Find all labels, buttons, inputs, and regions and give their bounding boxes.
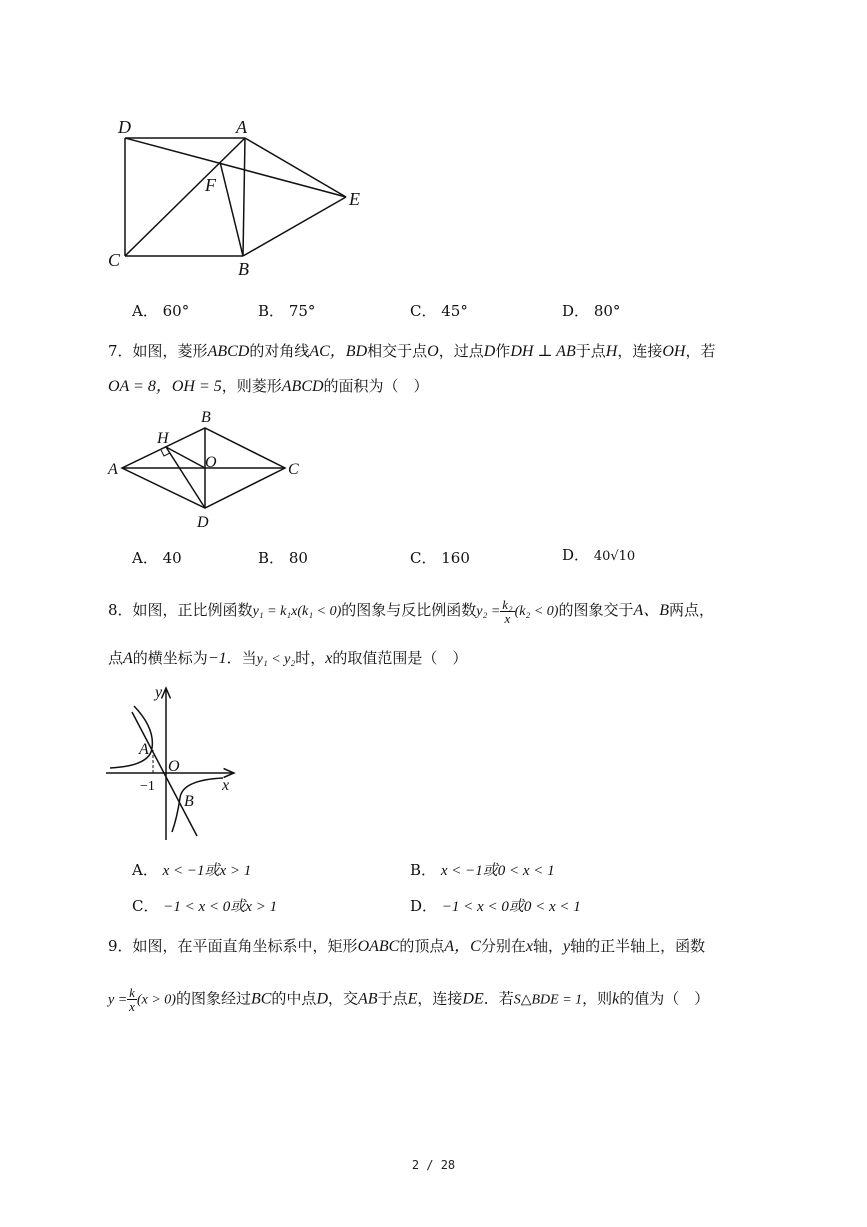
- q7-stem-line2: [108, 373, 429, 396]
- q6-label-A: A: [236, 117, 247, 137]
- q8-figure: [100, 680, 245, 845]
- q7-option-c: [410, 547, 470, 568]
- text: 于点: [377, 989, 408, 1008]
- text: 的图象与反比例函数: [341, 601, 477, 619]
- text: 的横坐标为: [132, 649, 208, 667]
- q7-label-D: D: [197, 514, 209, 531]
- option-value: −1 < x < 0或x > 1: [163, 899, 278, 915]
- math: E: [407, 990, 418, 1008]
- text: 的面积为（ ）: [323, 377, 429, 395]
- hyperbola-branch-upper: [110, 706, 152, 768]
- text: ，交: [328, 989, 359, 1008]
- text: 如图，菱形: [132, 342, 208, 360]
- math: OA = 8，OH = 5: [108, 378, 222, 395]
- math: OH: [662, 343, 686, 360]
- text: 分别在: [480, 937, 526, 955]
- q8-option-c: [132, 895, 277, 916]
- option-letter: D．: [562, 302, 590, 320]
- text: 两点，: [669, 601, 715, 619]
- math: x: [525, 938, 533, 955]
- math: A: [123, 650, 133, 667]
- q7-option-d: [562, 544, 635, 565]
- option-letter: C．: [132, 897, 159, 915]
- text: 如图，在平面直角坐标系中，矩形: [132, 937, 358, 955]
- text: 的图象交于: [558, 601, 634, 619]
- q8-option-b: [410, 859, 555, 880]
- math: OABC: [357, 938, 400, 955]
- option-letter: B．: [258, 549, 285, 567]
- math: ABCD: [281, 378, 324, 395]
- question-number: 8．: [108, 601, 133, 619]
- question-number: 7．: [108, 342, 133, 360]
- text: 时，: [295, 649, 326, 667]
- math: D: [316, 990, 328, 1008]
- option-letter: D．: [562, 546, 590, 564]
- option-letter: C．: [410, 302, 437, 320]
- math: O: [427, 343, 439, 360]
- option-value: 40: [162, 549, 182, 567]
- denominator: x: [129, 999, 135, 1014]
- q8-label-B: B: [184, 793, 194, 810]
- q7-label-C: C: [288, 461, 299, 478]
- option-value: x < −1或x > 1: [162, 863, 252, 879]
- q9-stem-line2: [108, 986, 709, 1013]
- math: AB: [358, 990, 378, 1008]
- q6-option-a: [132, 300, 189, 321]
- q6-option-c: [410, 300, 468, 321]
- text: 的顶点: [399, 937, 445, 955]
- option-value: x < −1或0 < x < 1: [440, 863, 555, 879]
- segment-be: [243, 197, 346, 256]
- option-letter: A．: [132, 302, 158, 320]
- text: 相交于点: [367, 342, 428, 360]
- hyperbola-branch-lower: [172, 778, 223, 832]
- option-value: 75°: [288, 302, 316, 320]
- math: S△BDE = 1: [513, 992, 583, 1008]
- text: ，则菱形: [221, 377, 282, 395]
- text: 作: [495, 342, 511, 360]
- q7-figure: [100, 405, 310, 535]
- math: A，C: [444, 938, 481, 955]
- math: BC: [250, 990, 272, 1008]
- text: 的中点: [271, 989, 317, 1008]
- math: y₂ =: [476, 604, 501, 619]
- math: y =: [108, 992, 128, 1008]
- option-value: 160: [441, 549, 470, 567]
- q8-option-a: [132, 859, 251, 880]
- question-number: 9．: [108, 937, 133, 955]
- q8-label-x: x: [222, 777, 230, 794]
- segment-ab: [243, 138, 245, 256]
- math: A、B: [633, 602, 670, 619]
- math: y₁ < y₂: [256, 652, 296, 667]
- math: D: [483, 343, 496, 360]
- line-y1: [132, 712, 197, 836]
- q7-stem-line1: [108, 338, 715, 361]
- q8-label-y: y: [155, 684, 163, 701]
- text: 的图象经过: [175, 989, 251, 1008]
- q8-label-O: O: [168, 758, 180, 775]
- q6-label-F: F: [205, 175, 216, 195]
- option-value: 45°: [441, 302, 468, 320]
- math: ABCD: [207, 343, 250, 360]
- text: 如图，正比例函数: [132, 601, 253, 619]
- math: (x > 0): [136, 992, 176, 1008]
- segment-ae: [245, 138, 346, 197]
- denominator: x: [504, 610, 511, 626]
- option-letter: B．: [410, 861, 437, 879]
- option-letter: A．: [132, 549, 158, 567]
- text: 点: [108, 649, 124, 667]
- text: ．若: [483, 989, 514, 1008]
- fraction: [500, 598, 514, 625]
- q8-stem-line2: [108, 647, 467, 668]
- q6-label-D: D: [118, 117, 131, 137]
- text: 轴的正半轴上，函数: [570, 937, 706, 955]
- text: ，连接: [417, 989, 463, 1008]
- q7-label-A: A: [108, 461, 118, 478]
- q7-option-b: [258, 547, 308, 568]
- q6-label-B: B: [238, 259, 249, 279]
- math: DH ⊥ AB: [510, 343, 576, 360]
- text: ，若: [685, 342, 716, 360]
- page-number: 2 / 28: [411, 1158, 456, 1172]
- option-value: 60°: [162, 302, 190, 320]
- q8-option-d: [410, 895, 581, 916]
- math: −1: [207, 650, 227, 667]
- text: 的对角线: [249, 342, 310, 360]
- text: 于点: [575, 342, 606, 360]
- q8-stem-line1: [108, 597, 714, 625]
- q6-label-C: C: [108, 250, 121, 270]
- q7-label-O: O: [205, 454, 217, 471]
- fraction: [127, 986, 137, 1013]
- option-value: 80: [288, 549, 308, 567]
- text: ，则: [582, 989, 613, 1008]
- math: H: [605, 343, 618, 360]
- numerator: k₂: [502, 596, 513, 612]
- text: 的值为（ ）: [619, 989, 710, 1008]
- text: 的取值范围是（ ）: [332, 649, 468, 667]
- math: AC，BD: [309, 343, 368, 360]
- text: ．当: [226, 649, 257, 667]
- q7-label-H: H: [157, 430, 169, 447]
- q9-stem-line1: [108, 933, 705, 956]
- math: k: [612, 990, 620, 1008]
- q8-label-neg1: −1: [140, 779, 155, 794]
- q6-option-b: [258, 300, 315, 321]
- q6-option-d: [562, 300, 620, 321]
- segment-fb: [220, 162, 243, 256]
- option-value: −1 < x < 0或0 < x < 1: [441, 899, 581, 915]
- q6-figure: [100, 112, 380, 282]
- q7-option-a: [132, 547, 182, 568]
- option-letter: D．: [410, 897, 438, 915]
- numerator: k: [129, 985, 135, 1000]
- q6-label-E: E: [349, 189, 360, 209]
- option-value: 80°: [593, 302, 621, 320]
- math: (k₂ < 0): [514, 604, 559, 619]
- math: y: [562, 938, 571, 955]
- text: 轴，: [532, 937, 563, 955]
- math: x: [325, 650, 333, 667]
- q8-label-A: A: [139, 741, 149, 758]
- segment-ca: [125, 138, 245, 256]
- option-letter: B．: [258, 302, 285, 320]
- math: y₁ = k₁x(k₁ < 0): [252, 604, 342, 619]
- q7-label-B: B: [201, 409, 211, 426]
- option-value: 40√10: [593, 549, 636, 564]
- text: ，连接: [617, 342, 663, 360]
- option-letter: A．: [132, 861, 158, 879]
- math: DE: [462, 990, 484, 1008]
- option-letter: C．: [410, 549, 437, 567]
- text: ，过点: [438, 342, 484, 360]
